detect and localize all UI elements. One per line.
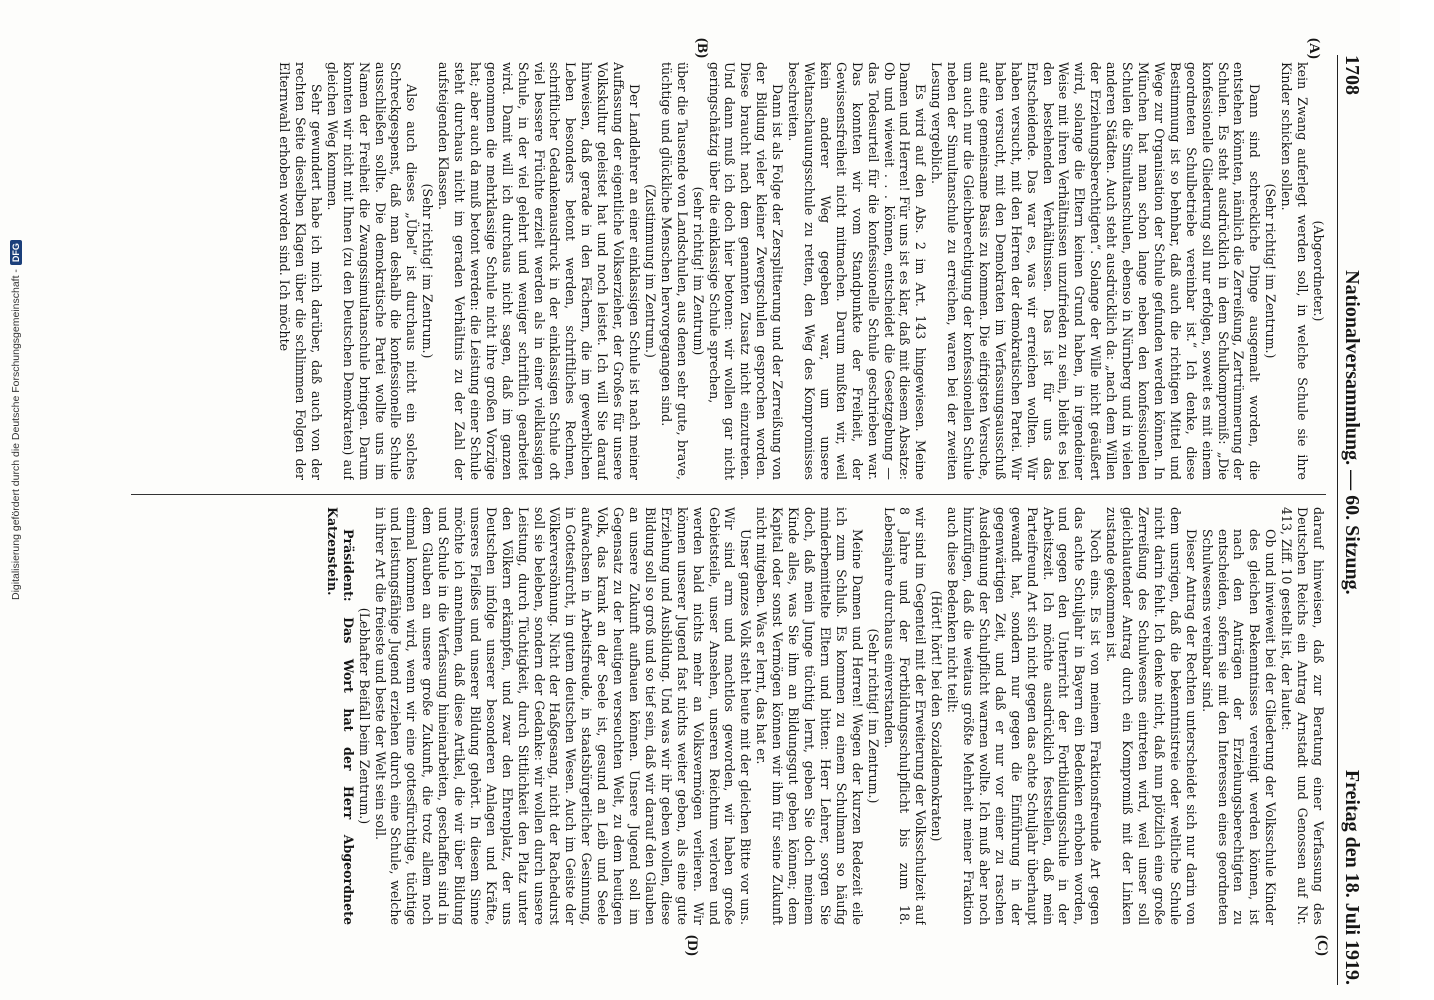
paragraph: Unser ganzes Volk steht heute mit der gleichen Bitte vor uns. Wir sind arm und machtlos geworden, wir haben große Gebietsteile, unser Ansehen, unseren Reichtum verloren und werden bald nichts mehr an Volksvermögen verlieren. Wir können unserer Jugend fast nichts weiter geben, als eine gute Erziehung und Ausbildung. Und was wir ihr geben wollen, diese Bildung soll so groß und so tief sein, daß wir darauf den Glauben an unsere Zukunft aufbauen können. Unsere Jugend soll im Gegensatz zu der heutigen verseuchten Welt, zu dem heutigen Volk, das krank an der Seele ist, gesund an Leib und Seele aufwachsen in Arbeitsfreude, in staatsbürgerlicher Gesinnung, in Gottesfurcht, in gutem deutschen Wesen. Auch im Geiste der Völkerversöhnung. Nicht der Haßgesang, nicht der Rachedurst soll sie beleben, sondern der Gedanke: wir wollen durch unsere Leistung, durch Tüchtigkeit, durch Sittlichkeit den Platz unter den Völkern erkämpfen, und zwar den Ehrenplatz, der uns Deutschen infolge unserer besonderen Anlagen und Kräfte, unseres Fleißes und unserer Bildung gehört. In diesem Sinne möchte ich annehmen, daß diese Artikel, die wir über Bildung und Schule in die Verfassung hineinarbeiten, geschaffen sind in dem Glauben an unsere große Zukunft, die trotz allem noch einmal kommen wird, wenn wir eine gottesfürchtige, tüchtige und leistungsfähige Jugend erziehen durch eine Schule, welche in ihrer Art die freieste und beste der Welt sein soll.: [372, 507, 754, 925]
paragraph: Also auch dieses „Übel“ ist durchaus nicht ein solches Schreckgespenst, daß man deshalb die konfessionelle Schule ausschließen sollte. Die demokratische Partei wollte uns im Namen der Freiheit die Zwangssimultanschule bringen. Darum konnten wir nicht mit Ihnen (zu den Deutschen Demokraten) auf gleichen Weg kommen.: [324, 62, 420, 480]
paragraph: darauf hinweisen, daß zur Beratung einer Verfassung des Deutschen Reichs ein Antrag Arnstadt und Genossen auf Nr. 413, Ziff. 10 gestellt ist, der lautet:: [1279, 507, 1326, 925]
paragraph: über die Tausende von Landschulen, aus denen sehr gute, brave, tüchtige und glückliche Menschen hervorgegangen sind.: [658, 62, 690, 480]
dfg-logo-icon: DFG: [10, 240, 22, 265]
header-title: Nationalversammlung. — 60. Sitzung.: [1341, 270, 1363, 595]
right-column: [126, 507, 1326, 925]
paragraph: Der Landlehrer an einer einklassigen Schule ist nach meiner Auffassung der eigentliche Volkserzieher, der Großes für unsere Volkskultur geleistet hat und noch leistet. Ich will Sie darauf hinweisen, daß gerade in den Fächern, die im gewerblichen Leben besonders betont werden, schriftliches Rechnen, schriftlicher Gedankenausdruck in der einklassigen Schule oft viel bessere Früchte erzielt werden als in einer vielklassigen Schule, in der viel gelehrt und weniger schriftlich gearbeitet wird. Damit will ich durchaus nicht sagen, daß im ganzen genommen die mehrklassige Schule nicht ihre großen Vorzüge hat; aber auch da muß betont werden: die Leistung einer Schule steht durchaus nicht im geraden Verhältnis zu der Zahl der aufsteigenden Klassen.: [436, 62, 643, 480]
interjection: (Zustimmung im Zentrum.): [642, 184, 658, 358]
interjection: (Hört! hört! bei den Sozialdemokraten): [929, 590, 945, 842]
paragraph: Dann ist als Folge der Zersplitterung und der Zerreißung von der Bildung vieler kleiner Zwergschulen gesprochen worden. Diese braucht nach dem genannten Zusatz nicht einzutreten. Und dann muß ich doch hier betonen: wir wollen gar nicht geringschätzig über die einklassige Schule sprechen,: [706, 62, 786, 480]
interjection: (Sehr richtig! im Zentrum.): [420, 183, 436, 359]
quoted-motion: Ob und inwieweit bei der Gliederung der Volksschule Kinder des gleichen Bekenntnisses vereinigt werden können, ist nach den Anträgen der Erziehungsberechtigten zu entscheiden, sofern sie mit den Interessen eines geordneten Schulwesens vereinbar sind.: [1199, 529, 1279, 925]
left-column: [126, 62, 1326, 480]
interjection: (Sehr richtig! im Zentrum.): [865, 628, 881, 804]
page-number: 1708: [1341, 55, 1363, 95]
paragraph: Meine Damen und Herren! Wegen der kurzen Redezeit eile ich zum Schluß. Es kommen zu einem Schulmann so häufig minderbemittelte Eltern und bitten: Herr Lehrer, sorgen Sie doch, daß mein Junge tüchtig lernt, geben Sie doch meinem Kinde alles, was Sie ihm an Bildungsgut geben können; dem Kapital oder sonst Vermögen können wir ihm für seine Zukunft nicht mitgeben. Was er lernt, das hat er.: [754, 507, 865, 925]
interjection: (sehr richtig! im Zentrum): [690, 186, 706, 356]
paragraph: Es wird auf den Abs. 2 im Art. 143 hingewiesen. Meine Damen und Herren! Für uns ist es klar, daß mit diesem Absatze: Ob und wieweit . . . können, entscheidet die Gesetzgebung — das Todesurteil für die konfessionelle Schule geschrieben war. Das konnten wir vom Standpunkte der Freiheit, der Gewissensfreiheit nicht mitmachen. Darum mußten wir, weil kein anderer Weg gegeben war, um unsere Weltanschauungsschule zu retten, den Weg des Kompromisses beschreiten.: [786, 62, 929, 480]
margin-mark-a: (A): [1306, 38, 1322, 59]
paragraph: Dann sind schreckliche Dinge ausgemalt worden, die entstehen könnten, nämlich die Zerreißung, Zertrümmerung der Schulen. Es steht ausdrücklich in dem Schulkompromiß: „Die konfessionelle Gliederung soll nur erfolgen, soweit es mit einem geordneten Schulbetriebe vereinbar ist.“ Ich denke, diese Bestimmung ist so behnbar, daß auch die richtigen Mittel und Wege zur Organisation der Schule gefunden werden können. In München hat man schon lange neben den konfessionellen Schulen die Simultanschulen, ebenso in Nürnberg und in vielen anderen Städten. Auch steht ausdrücklich da: „nach dem Willen der Erziehungsberechtigten“. Solange der Wille nicht geäußert wird, solange die Eltern keinen Grund haben, in irgendeiner Weise mit ihren Verhältnissen unzufrieden zu sein, bleibt es bei den bestehenden Verhältnissen. Das ist für uns das Entscheidende. Das war es, was wir erreichen wollten. Wir haben versucht, mit den Herren der demokratischen Partei. Wir haben versucht, mit den Demokraten im Verfassungsausschuß auf eine gemeinsame Basis zu kommen. Die eifrigsten Versuche, um auch nur die Gleichberechtigung der konfessionellen Schule neben der Simultanschule zu erreichen, waren bei der zweiten Lesung vergeblich.: [929, 62, 1263, 480]
margin-mark-c: (C): [1314, 935, 1330, 956]
paragraph: Dieser Antrag der Rechten unterscheidet sich nur darin von dem unsrigen, daß die bekenntnistreie oder weltliche Schule nicht darin fehlt. Ich denke nicht, daß nun plötzlich eine große Zerreißung des Schulwesens eintreten wird, weil unser soll gleichlautender Antrag durch ein Kompromiß mit der Linken zustande gekommen ist.: [1104, 507, 1199, 925]
page-header: [1337, 55, 1368, 985]
interjection: (Lebhafter Beifall beim Zentrum.): [356, 607, 372, 825]
paragraph: (Abgeordneter.): [1311, 220, 1326, 322]
president-statement: Präsident: Das Wort hat der Herr Abgeordnete Katzenstein.: [324, 507, 356, 925]
paragraph: Noch eins. Es ist von meinem Fraktionsfreunde Art gegen das achte Schuljahr in Bayern ein Bedenken erhoben worden, und gegen den Unterricht der Fortbildungsschule in der Arbeitszeit. Ich möchte ausdrücklich feststellen, daß mein Parteifreund Art sich nicht gegen das achte Schuljahr überhaupt gewandt hat, sondern nur gegen die Einführung in der gegenwärtigen Zeit, und daß er nur vor einer zu raschen Ausdehnung der Schulpflicht warnen wollte. Ich muß aber noch hinzufügen, daß die weitaus größte Mehrheit meiner Fraktion auch diese Bedenken nicht teilt:: [945, 507, 1104, 925]
paragraph: kein Zwang auferlegt werden soll, in welche Schule sie ihre Kinder schicken sollen.: [1279, 62, 1311, 480]
interjection: (Sehr richtig! im Zentrum.): [1263, 183, 1279, 359]
column-rule: [131, 494, 1326, 495]
paragraph: wir sind im Gegenteil mit der Erweiterung der Volksschulzeit auf 8 Jahre und der Fortbildungsschulpflicht bis zum 18. Lebensjahre durchaus einverstanden.: [881, 507, 929, 925]
footer-credit: Digitalisierung gefördert durch die Deutsche Forschungsgemeinschaft -: [10, 269, 22, 600]
paragraph: Sehr gewundert habe ich mich darüber, daß auch von der rechten Seite dieselben Klagen über die schlimmen Folgen der Elternwahl erhoben worden sind. Ich möchte: [277, 62, 324, 480]
header-date: Freitag den 18. Juli 1919.: [1341, 769, 1363, 985]
margin-mark-d: (D): [684, 935, 700, 956]
margin-mark-b: (B): [694, 38, 710, 58]
